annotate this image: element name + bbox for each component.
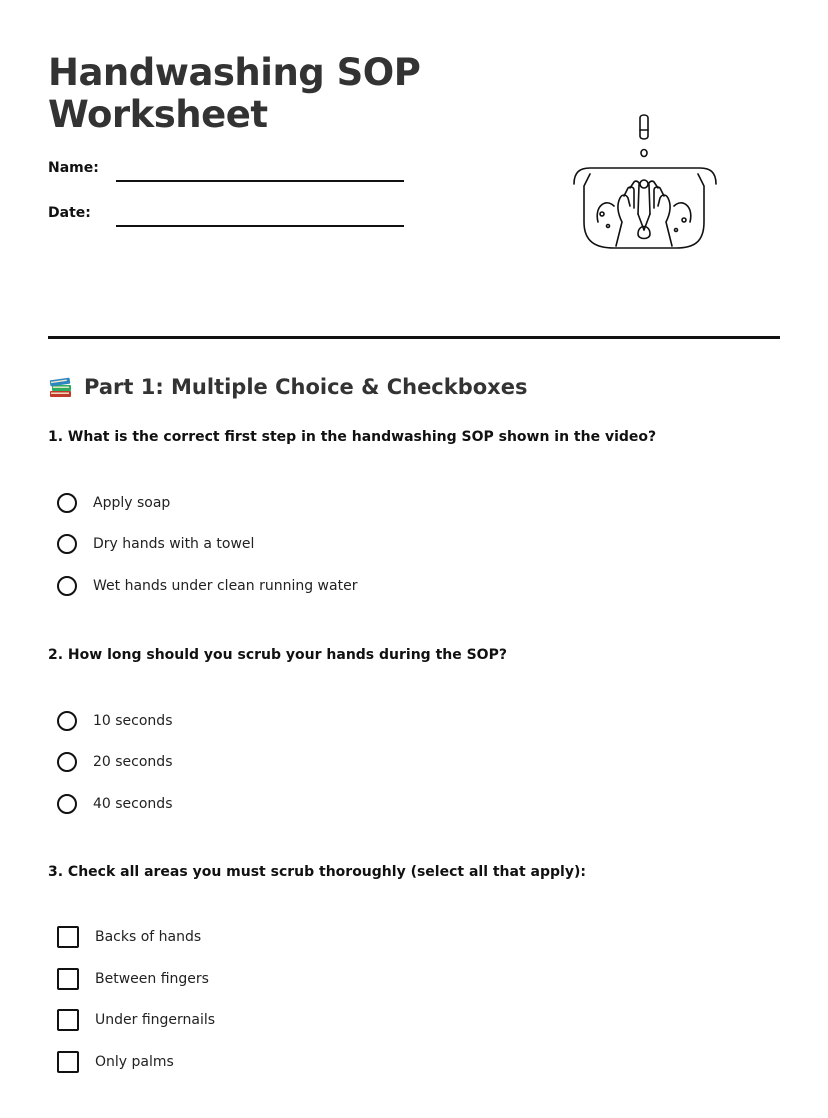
- option-label: Apply soap: [93, 495, 171, 511]
- part1-title-text: Part 1: Multiple Choice & Checkboxes: [84, 375, 528, 399]
- radio-button[interactable]: [57, 493, 77, 513]
- question-2: 2. How long should you scrub your hands during the SOP?: [48, 647, 507, 663]
- q2-option-3[interactable]: [57, 792, 173, 816]
- q3-option-1[interactable]: [57, 925, 201, 949]
- q3-option-3[interactable]: [57, 1008, 215, 1032]
- title-line-1: Handwashing SOP: [48, 51, 421, 94]
- option-label: Dry hands with a towel: [93, 536, 255, 552]
- option-label: 40 seconds: [93, 796, 173, 812]
- option-label: Backs of hands: [95, 929, 202, 945]
- option-label: Between fingers: [95, 971, 209, 987]
- radio-button[interactable]: [57, 752, 77, 772]
- q1-option-3[interactable]: [57, 574, 357, 598]
- option-label: 20 seconds: [93, 754, 173, 770]
- question-3: 3. Check all areas you must scrub thoroughly (select all that apply):: [48, 864, 586, 880]
- section-divider: [48, 336, 780, 339]
- q1-option-1[interactable]: [57, 491, 170, 515]
- option-label: Under fingernails: [95, 1012, 216, 1028]
- radio-button[interactable]: [57, 576, 77, 596]
- checkbox[interactable]: [57, 1051, 79, 1073]
- option-label: 10 seconds: [93, 713, 173, 729]
- page-title: [48, 52, 420, 136]
- handwashing-sink-icon: [568, 110, 720, 255]
- title-line-2: Worksheet: [48, 93, 268, 136]
- q3-option-2[interactable]: [57, 967, 209, 991]
- option-label: Only palms: [95, 1054, 174, 1070]
- date-label: Date:: [48, 205, 91, 221]
- q2-option-2[interactable]: [57, 750, 173, 774]
- checkbox[interactable]: [57, 968, 79, 990]
- q2-option-1[interactable]: [57, 709, 173, 733]
- checkbox[interactable]: [57, 926, 79, 948]
- q3-option-4[interactable]: [57, 1050, 174, 1074]
- books-icon: [48, 374, 74, 400]
- name-label: Name:: [48, 160, 99, 176]
- q1-option-2[interactable]: [57, 532, 254, 556]
- radio-button[interactable]: [57, 794, 77, 814]
- part1-title: [48, 374, 527, 400]
- name-field[interactable]: [116, 180, 404, 182]
- radio-button[interactable]: [57, 534, 77, 554]
- option-label: Wet hands under clean running water: [93, 578, 358, 594]
- question-1: 1. What is the correct first step in the handwashing SOP shown in the video?: [48, 429, 657, 445]
- checkbox[interactable]: [57, 1009, 79, 1031]
- date-field[interactable]: [116, 225, 404, 227]
- radio-button[interactable]: [57, 711, 77, 731]
